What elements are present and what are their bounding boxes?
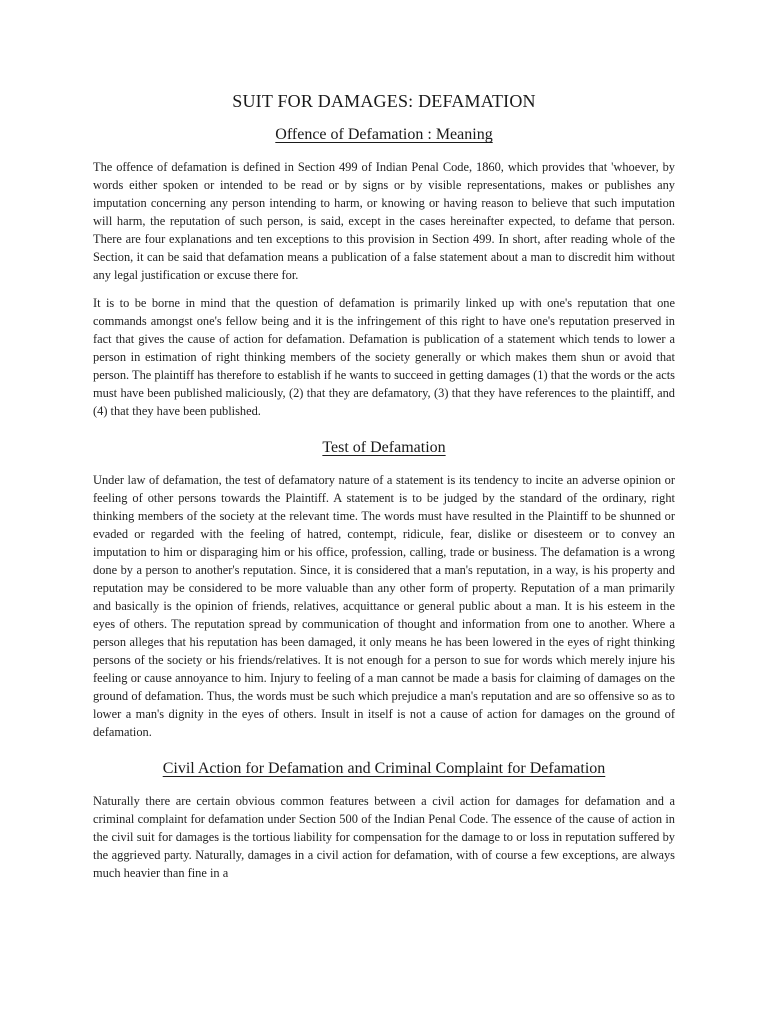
section-heading-meaning: Offence of Defamation : Meaning [275, 126, 493, 143]
paragraph: Naturally there are certain obvious common features between a civil action for damages for defamation and a criminal complaint for defamation under Section 500 of the Indian Penal Code. The essence of the cause of action in the civil suit for damages is the tortious liability for compensation for the damage to or loss in reputation suffered by the aggrieved party. Naturally, damages in a civil action for defamation, with of course a few exceptions, are always much heavier than fine in a [93, 794, 675, 880]
section-heading-civil-criminal: Civil Action for Defamation and Criminal Complaint for Defamation [162, 760, 606, 777]
section-civil-criminal [93, 759, 675, 882]
document-title: SUIT FOR DAMAGES: DEFAMATION [232, 91, 536, 111]
paragraph: Under law of defamation, the test of defamatory nature of a statement is its tendency to incite an adverse opinion or feeling of other persons towards the Plaintiff. A statement is to be judged by the standard of the ordinary, right thinking members of the society at the relevant time. The words must have resulted in the Plaintiff to be shunned or evaded or regarded with the feeling of hatred, contempt, ridicule, fear, dislike or disesteem or to convey an imputation to him or disparaging him or his office, profession, calling, trade or business. The defamation is a wrong done by a person to another's reputation. Since, it is considered that a man's reputation, in a way, is his property and reputation may be considered to be more valuable than any other form of property. Reputation of a man primarily and basically is the opinion of friends, relatives, acquittance or general public about a man. It is his esteem in the eyes of others. The reputation spread by communication of thought and information from one to another. Where a person alleges that his reputation has been damaged, it only means he has been lowered in the eyes of right thinking persons of the society or his friends/relatives. It is not enough for a person to sue for words which merely injure his feeling or cause annoyance to him. Injury to feeling of a man cannot be made a basis for claiming of damages on the ground of defamation. Thus, the words must be such which prejudice a man's reputation and are so offensive so as to lower a man's dignity in the eyes of others. Insult in itself is not a cause of action for damages on the ground of defamation. [93, 473, 675, 739]
document-page [93, 80, 675, 892]
section-test [93, 438, 675, 741]
paragraph: It is to be borne in mind that the question of defamation is primarily linked up with one's reputation that one commands amongst one's fellow being and it is the infringement of this right to have one's reputation preserved in fact that gives the cause of action for defamation. Defamation is publication of a statement which tends to lower a person in estimation of right thinking members of the society generally or which makes them shun or avoid that person. The plaintiff has therefore to establish if he wants to succeed in getting damages (1) that the words or the acts must have been published maliciously, (2) that they are defamatory, (3) that they have references to the plaintiff, and (4) that they have been published. [93, 296, 675, 418]
section-meaning [93, 125, 675, 420]
paragraph: The offence of defamation is defined in Section 499 of Indian Penal Code, 1860, which provides that 'whoever, by words either spoken or intended to be read or by signs or by visible representations, makes or publishes any imputation concerning any person intending to harm, or knowing or having reason to believe that such imputation will harm, the reputation of such person, is said, except in the cases hereinafter expected, to defame that person. There are four explanations and ten exceptions to this provision in Section 499. In short, after reading whole of the Section, it can be said that defamation means a publication of a false statement about a man to discredit him without any legal justification or excuse there for. [93, 160, 675, 282]
section-heading-test: Test of Defamation [322, 439, 446, 456]
